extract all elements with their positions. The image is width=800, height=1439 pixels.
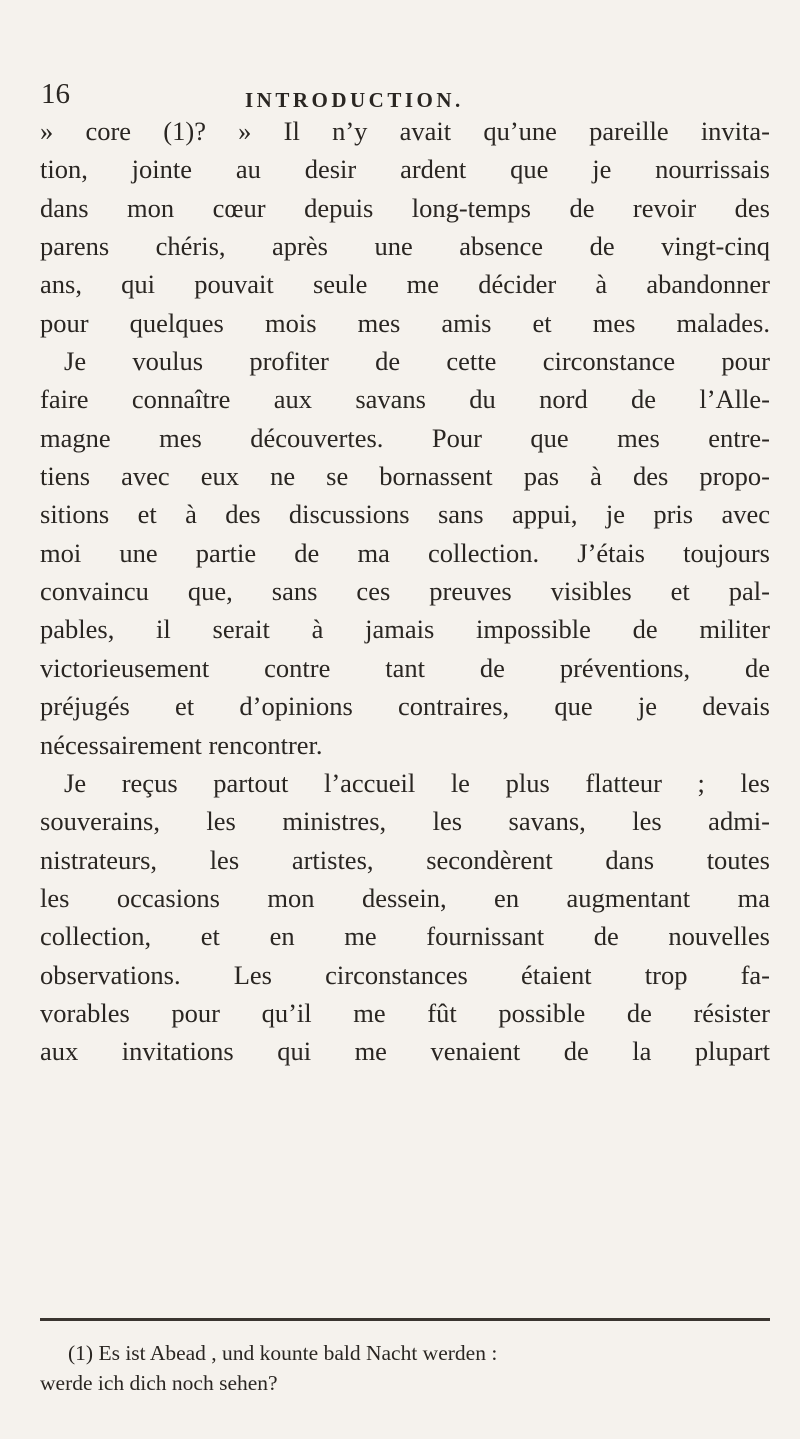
- text-line: collection, et en me fournissant de nouvelles: [40, 921, 770, 952]
- text-line: pables, il serait à jamais impossible de militer: [40, 614, 770, 645]
- text-line: souverains, les ministres, les savans, les admi-: [40, 806, 770, 837]
- text-line: pour quelques mois mes amis et mes malades.: [40, 307, 770, 338]
- footnote-rule: [40, 1318, 770, 1321]
- text-line: parens chéris, après une absence de vingt-cinq: [40, 231, 770, 262]
- footnote-line: werde ich dich noch sehen?: [40, 1371, 278, 1395]
- text-line: Je voulus profiter de cette circonstance pour: [64, 346, 770, 377]
- text-line: aux invitations qui me venaient de la plupart: [40, 1036, 770, 1067]
- text-line: nécessairement rencontrer.: [40, 729, 323, 760]
- text-line: moi une partie de ma collection. J’étais toujours: [40, 537, 770, 568]
- text-line: faire connaître aux savans du nord de l’Alle-: [40, 384, 770, 415]
- text-line: magne mes découvertes. Pour que mes entre-: [40, 422, 770, 453]
- text-line: observations. Les circonstances étaient trop fa-: [40, 959, 770, 990]
- footnote-line: (1) Es ist Abead , und kounte bald Nacht werden :: [68, 1341, 498, 1365]
- text-line: victorieusement contre tant de préventions, de: [40, 652, 770, 683]
- footnote: [40, 1338, 770, 1398]
- text-line: tion, jointe au desir ardent que je nourrissais: [40, 154, 770, 185]
- text-line: nistrateurs, les artistes, secondèrent dans toutes: [40, 844, 770, 875]
- text-line: sitions et à des discussions sans appui, je pris avec: [40, 499, 770, 530]
- running-title: INTRODUCTION.: [245, 88, 464, 112]
- page-number: 16: [41, 78, 70, 110]
- text-line: dans mon cœur depuis long-temps de revoir des: [40, 192, 770, 223]
- text-line: préjugés et d’opinions contraires, que je devais: [40, 691, 770, 722]
- text-line: ans, qui pouvait seule me décider à abandonner: [40, 269, 770, 300]
- body-text: [40, 112, 770, 1071]
- running-head: [40, 78, 780, 114]
- text-line: Je reçus partout l’accueil le plus flatteur ; les: [64, 767, 770, 798]
- text-line: tiens avec eux ne se bornassent pas à des propo-: [40, 461, 770, 492]
- text-line: convaincu que, sans ces preuves visibles et pal-: [40, 576, 770, 607]
- text-line: vorables pour qu’il me fût possible de résister: [40, 997, 770, 1028]
- text-line: les occasions mon dessein, en augmentant ma: [40, 882, 770, 913]
- text-line: » core (1)? » Il n’y avait qu’une pareille invita-: [40, 116, 770, 146]
